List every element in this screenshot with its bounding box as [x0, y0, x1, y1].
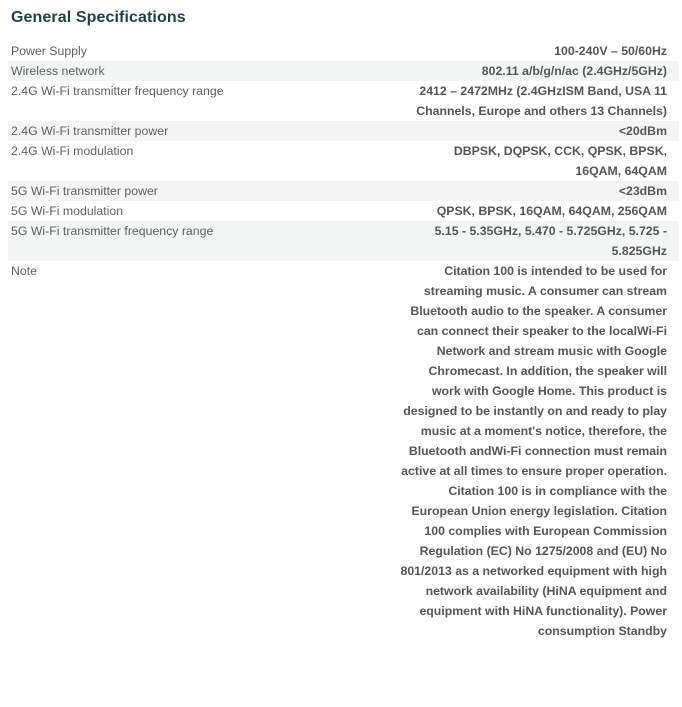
- spec-label: 5G Wi-Fi transmitter frequency range: [11, 224, 214, 238]
- spec-row-5g-modulation: [8, 201, 679, 221]
- section-title: General Specifications: [11, 9, 186, 26]
- spec-label: 5G Wi-Fi modulation: [11, 204, 124, 218]
- spec-label: Wireless network: [11, 64, 105, 78]
- spec-row-5g-transmitter-power: [8, 181, 679, 201]
- spec-value: 802.11 a/b/g/n/ac (2.4GHz/5GHz): [481, 64, 667, 78]
- spec-row-24g-modulation: [8, 141, 679, 181]
- spec-label: 2.4G Wi-Fi modulation: [11, 144, 134, 158]
- spec-label: 2.4G Wi-Fi transmitter power: [11, 124, 169, 138]
- spec-label: Note: [11, 264, 37, 278]
- specs-table: [8, 41, 679, 641]
- spec-value: DBPSK, DQPSK, CCK, QPSK, BPSK, 16QAM, 64QAM: [453, 144, 667, 178]
- spec-row-wireless-network: [8, 61, 679, 81]
- spec-row-note: [8, 261, 679, 641]
- spec-row-24g-frequency-range: [8, 81, 679, 121]
- spec-row-5g-frequency-range: [8, 221, 679, 261]
- spec-row-power-supply: [8, 41, 679, 61]
- spec-row-24g-transmitter-power: [8, 121, 679, 141]
- spec-label: Power Supply: [11, 44, 87, 58]
- spec-value: 100-240V – 50/60Hz: [554, 44, 667, 58]
- spec-value: Citation 100 is intended to be used for streaming music. A consumer can stream Bluetooth audio to the speaker. A consumer can connect their speaker to the localWi-Fi Network and stream music with Google Chromecast. In addition, the speaker will work with Google Home. This product is designed to be instantly on and ready to play music at a moment's notice, therefore, the Bluetooth andWi-Fi connection must remain active at all times to ensure proper operation. Citation 100 is in compliance with the European Union energy legislation. Citation 100 complies with European Commission Regulation (EC) No 1275/2008 and (EU) No 801/2013 as a networked equipment with high network availability (HiNA equipment and equipment with HiNA functionality). Power consumption Standby: [400, 264, 667, 638]
- spec-label: 2.4G Wi-Fi transmitter frequency range: [11, 84, 224, 98]
- spec-label: 5G Wi-Fi transmitter power: [11, 184, 158, 198]
- spec-value: QPSK, BPSK, 16QAM, 64QAM, 256QAM: [436, 204, 667, 218]
- spec-value: <20dBm: [618, 124, 667, 138]
- spec-value: 2412 – 2472MHz (2.4GHzISM Band, USA 11 Channels, Europe and others 13 Channels): [416, 84, 667, 118]
- spec-value: <23dBm: [618, 184, 667, 198]
- spec-value: 5.15 - 5.35GHz, 5.470 - 5.725GHz, 5.725 - 5.825GHz: [434, 224, 667, 258]
